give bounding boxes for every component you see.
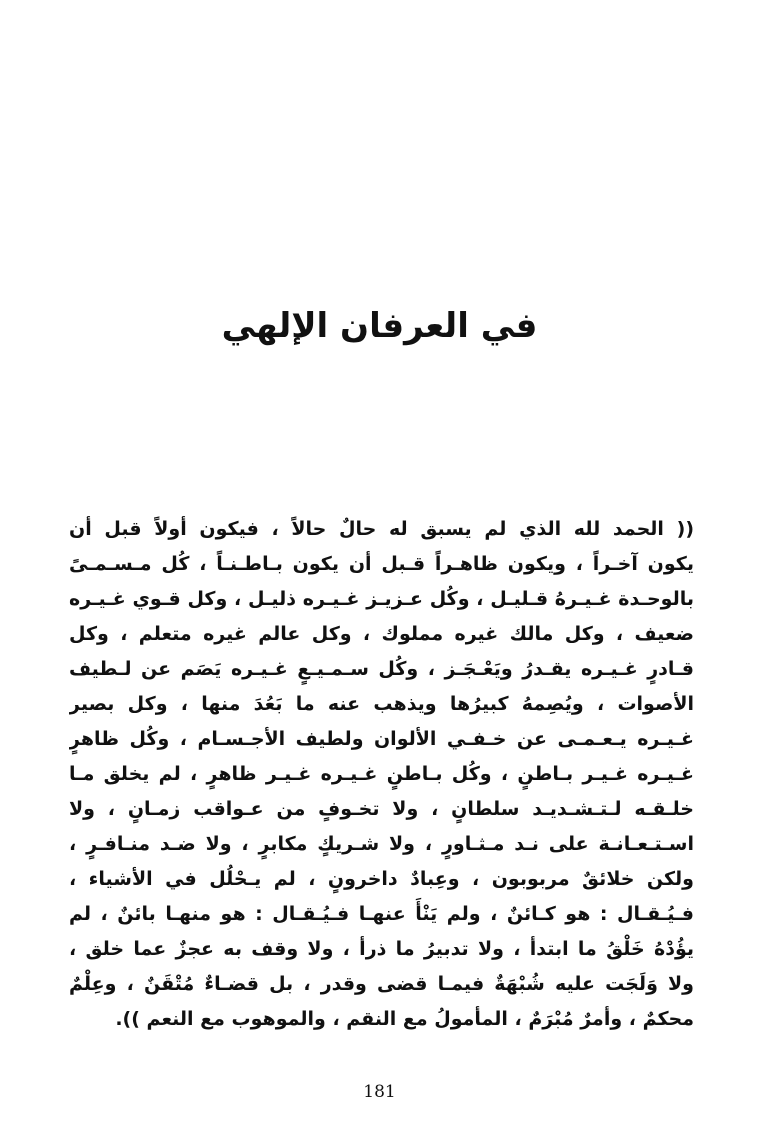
text-line: ولا وَلَجَت عليه شُبْهَةٌ فيمـا قضى وقدر ، بل قضـاءٌ مُتْقَنٌ ، وعِلْمٌ (69, 973, 694, 995)
text-line: فـيُـقـال : هو كـائنٌ ، ولم يَنْأَ عنهـا فـيُـقـال : هو منهـا بائنٌ ، لم (69, 903, 694, 925)
text-line: الأصوات ، ويُصِمهُ كبيرُها ويذهب عنه ما بَعُدَ منها ، وكل بصير (69, 693, 694, 715)
text-line: قـادرٍ غـيـره يقـدرُ ويَعْـجَـز ، وكُل سـمـيـعٍ غـيـره يَصَم عن لـطيف (69, 658, 694, 680)
text-line: غـيـره يـعـمـى عن خـفـي الألوان ولطيف الأجـسـام ، وكُل ظاهرٍ (69, 728, 694, 750)
body-text (69, 512, 694, 1037)
text-line: بالوحـدة غـيـرهُ قـليـل ، وكُل عـزيـز غـيـره ذليـل ، وكل قـوي غـيـره (69, 588, 694, 610)
text-line: غـيـره غـيـر بـاطنٍ ، وكُل بـاطنٍ غـيـره غـيـر ظاهرٍ ، لم يخلق مـا (69, 763, 694, 785)
text-line: محكمٌ ، وأمرٌ مُبْرَمٌ ، المأمولُ مع النقم ، والموهوب مع النعم )). (115, 1008, 694, 1030)
page-title: في العرفان الإلهي (221, 306, 538, 346)
text-line: (( الحمد لله الذي لم يسبق له حالٌ حالاً ، فيكون أولاً قبل أن (69, 518, 694, 540)
text-line: ولكن خلائقٌ مربوبون ، وعِبادٌ داخرونٍ ، لم يـحْلُل في الأشياء ، (69, 868, 694, 890)
text-line: اسـتـعـانـة على نـد مـثـاورٍ ، ولا شـريكٍ مكابرٍ ، ولا ضـد منـافـرٍ ، (69, 833, 694, 855)
text-line: خلـقـه لـتـشـديـد سلطانٍ ، ولا تخـوفٍ من عـواقب زمـانٍ ، ولا (69, 798, 694, 820)
text-line: يكون آخـراً ، ويكون ظاهـراً قـبل أن يكون بـاطـنـاً ، كُل مـسـمـىً (69, 553, 694, 575)
page-number: 181 (363, 1082, 396, 1102)
text-line: ضعيف ، وكل مالك غيره مملوك ، وكل عالم غيره متعلم ، وكل (69, 623, 694, 645)
text-line: يؤُدْهُ خَلْقُ ما ابتدأ ، ولا تدبيرُ ما ذرأ ، ولا وقف به عجزٌ عما خلق ، (69, 938, 694, 960)
